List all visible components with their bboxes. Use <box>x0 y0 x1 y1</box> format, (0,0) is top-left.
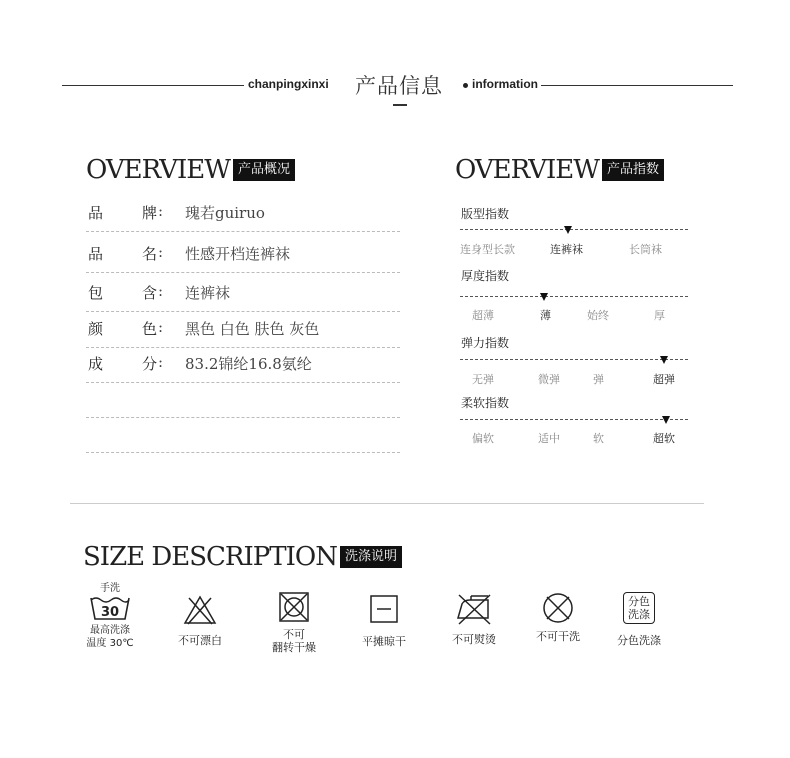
index-title-elasticity: 弹力指数 <box>461 336 510 350</box>
care-label: 平摊晾干 <box>362 635 406 648</box>
index-option: 长筒袜 <box>629 243 662 256</box>
overview-heading-left <box>86 157 295 183</box>
care-label: 不可漂白 <box>178 634 222 647</box>
no-dry-clean-icon <box>541 591 575 625</box>
page-title: 产品信息 <box>355 74 443 98</box>
care-no-tumble-dry <box>268 591 320 654</box>
index-option: 超薄 <box>472 309 494 322</box>
no-tumble-dry-icon <box>278 591 310 623</box>
care-label: 不可 <box>283 628 305 641</box>
empty-row-line <box>86 452 400 453</box>
index-option: 软 <box>593 432 604 445</box>
care-label: 不可熨烫 <box>452 633 496 646</box>
index-option: 厚 <box>654 309 665 322</box>
info-row-contents: 包 含 : 连裤袜 <box>86 276 400 312</box>
bullet-dot-icon <box>463 83 468 88</box>
info-value: 连裤袜 <box>185 284 231 302</box>
care-flat-dry <box>356 595 412 648</box>
index-marker-icon <box>662 416 670 424</box>
info-value: 黑色 白色 肤色 灰色 <box>185 320 320 338</box>
index-option-selected: 连裤袜 <box>550 243 583 256</box>
care-label: 不可干洗 <box>536 630 580 643</box>
index-scale-line <box>460 419 688 420</box>
header-rule-right <box>541 85 733 86</box>
index-option: 无弹 <box>472 373 494 386</box>
index-scale-line <box>460 296 688 297</box>
care-label: 温度 30℃ <box>86 638 134 649</box>
empty-row-line <box>86 417 400 418</box>
index-title-softness: 柔软指数 <box>461 396 510 410</box>
care-no-bleach <box>174 594 226 647</box>
care-label: 最高洗涤 <box>90 625 130 636</box>
svg-text:30: 30 <box>100 605 120 620</box>
no-bleach-icon <box>182 594 218 626</box>
care-wash-separately <box>612 592 666 647</box>
overview-tag: 产品指数 <box>602 159 664 181</box>
care-no-dry-clean <box>531 591 585 643</box>
size-description-title: SIZE DESCRIPTION <box>83 542 337 572</box>
overview-heading-right <box>455 157 664 183</box>
care-no-iron <box>447 592 501 646</box>
index-option-selected: 薄 <box>540 309 551 322</box>
care-label: 分色洗涤 <box>617 634 661 647</box>
index-option: 始终 <box>587 309 609 322</box>
hand-wash-30-icon <box>88 595 132 621</box>
header-right-text: information <box>472 77 538 91</box>
index-option: 微弹 <box>538 373 560 386</box>
header-left-text: chanpingxinxi <box>248 77 329 91</box>
index-scale-line <box>460 229 688 230</box>
index-title-thickness: 厚度指数 <box>461 269 510 283</box>
index-option: 偏软 <box>472 432 494 445</box>
index-marker-icon <box>660 356 668 364</box>
no-iron-icon <box>454 592 494 626</box>
overview-tag: 产品概况 <box>233 159 295 181</box>
size-description-tag: 洗涤说明 <box>340 546 402 568</box>
info-row-brand: 品 牌 : 瑰若guiruo <box>86 196 400 232</box>
size-description-heading <box>83 544 402 570</box>
index-option-selected: 超软 <box>653 432 675 445</box>
flat-dry-icon <box>369 595 399 623</box>
section-divider <box>70 503 704 504</box>
info-row-color: 颜 色 : 黑色 白色 肤色 灰色 <box>86 312 400 348</box>
care-label: 翻转干燥 <box>272 641 316 654</box>
overview-title: OVERVIEW <box>86 155 231 185</box>
index-option: 连身型长款 <box>460 243 515 256</box>
info-row-name: 品 名 : 性感开档连裤袜 <box>86 237 400 273</box>
index-title-fit: 版型指数 <box>461 207 510 221</box>
overview-title: OVERVIEW <box>455 155 600 185</box>
index-option: 弹 <box>593 373 604 386</box>
info-value: 瑰若guiruo <box>185 204 265 222</box>
care-hand-wash <box>84 582 136 650</box>
index-marker-icon <box>564 226 572 234</box>
index-option-selected: 超弹 <box>653 373 675 386</box>
wash-separately-icon: 分色 洗涤 <box>623 592 655 624</box>
hand-wash-top-label: 手洗 <box>100 583 120 594</box>
info-value: 83.2锦纶16.8氨纶 <box>185 355 312 373</box>
header-rule-left <box>62 85 244 86</box>
index-option: 适中 <box>538 432 560 445</box>
info-row-material: 成 分 : 83.2锦纶16.8氨纶 <box>86 347 400 383</box>
info-value: 性感开档连裤袜 <box>185 245 291 263</box>
index-scale-line <box>460 359 688 360</box>
title-underline <box>393 104 407 106</box>
index-marker-icon <box>540 293 548 301</box>
